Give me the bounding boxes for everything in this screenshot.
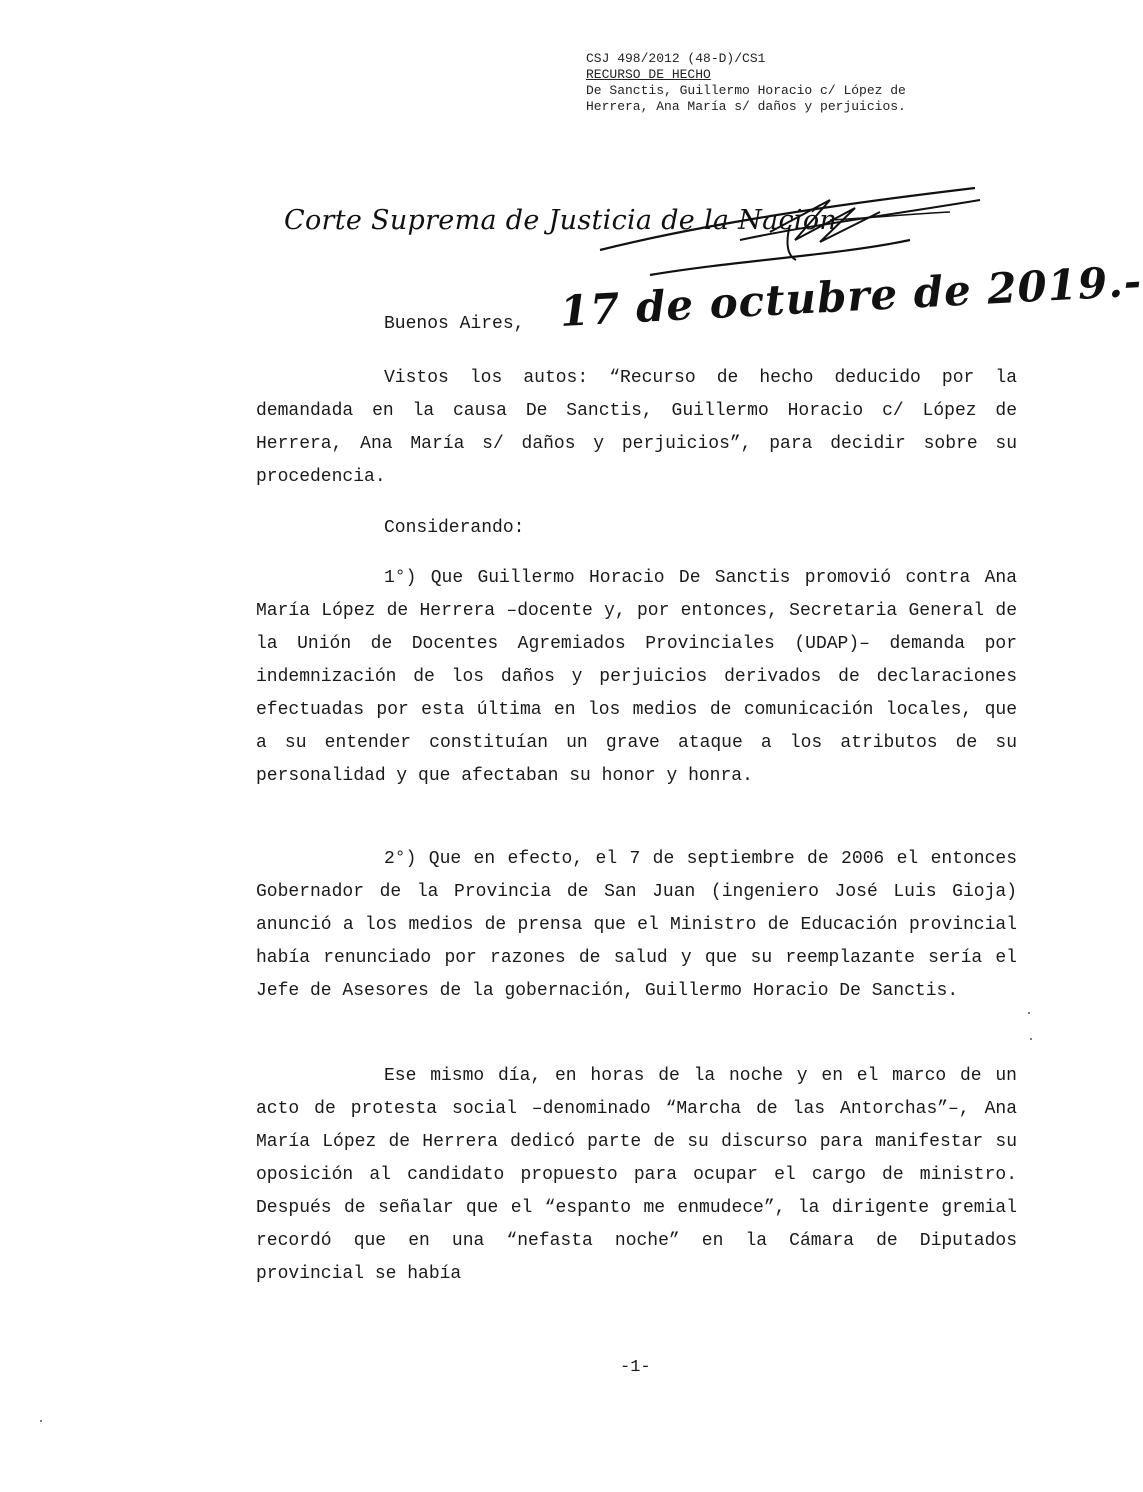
paragraph-1: 1°) Que Guillermo Horacio De Sanctis promovió contra Ana María López de Herrera –docente y, por entonces, Secretaria General de la Unión de Docentes Agremiados Provinciales (UDAP)– demanda por indemnización de los daños y perjuicios derivados de declaraciones efectuadas por esta última en los medios de comunicación locales, que a su entender constituían un grave ataque a los atributos de su personalidad y que afectaban su honor y honra. bbox=[256, 568, 1017, 786]
scan-speck bbox=[1028, 1012, 1030, 1014]
page-number: -1- bbox=[620, 1358, 651, 1377]
court-letterhead: Corte Suprema de Justicia de la Nación bbox=[284, 205, 838, 236]
case-parties-line-1: De Sanctis, Guillermo Horacio c/ López de bbox=[586, 83, 906, 98]
case-title: RECURSO DE HECHO bbox=[586, 67, 711, 82]
scan-speck bbox=[1030, 1038, 1032, 1040]
considerando-heading: Considerando: bbox=[384, 518, 525, 538]
case-number: CSJ 498/2012 (48-D)/CS1 bbox=[586, 51, 766, 66]
case-header bbox=[586, 51, 906, 115]
paragraph-2: 2°) Que en efecto, el 7 de septiembre de 2006 el entonces Gobernador de la Provincia de San Juan (ingeniero José Luis Gioja) anunció a los medios de prensa que el Ministro de Educación provincial había renunciado por razones de salud y que su reemplazante sería el Jefe de Asesores de la gobernación, Guillermo Horacio De Sanctis. bbox=[256, 849, 1017, 1001]
scan-speck bbox=[40, 1420, 42, 1422]
handwritten-date: 17 de octubre de 2019.- bbox=[558, 256, 1143, 336]
paragraph-3: Ese mismo día, en horas de la noche y en el marco de un acto de protesta social –denominado “Marcha de las Antorchas”–, Ana María López de Herrera dedicó parte de su discurso para manifestar su oposición al candidato propuesto para ocupar el cargo de ministro. Después de señalar que el “espanto me enmudece”, la dirigente gremial recordó que en una “nefasta noche” en la Cámara de Diputados provincial se había bbox=[256, 1066, 1017, 1284]
date-place: Buenos Aires, bbox=[384, 314, 525, 334]
case-parties-line-2: Herrera, Ana María s/ daños y perjuicios. bbox=[586, 99, 906, 114]
vistos-paragraph: Vistos los autos: “Recurso de hecho deducido por la demandada en la causa De Sanctis, Guillermo Horacio c/ López de Herrera, Ana María s/ daños y perjuicios”, para decidir sobre su procedencia. bbox=[256, 368, 1017, 487]
